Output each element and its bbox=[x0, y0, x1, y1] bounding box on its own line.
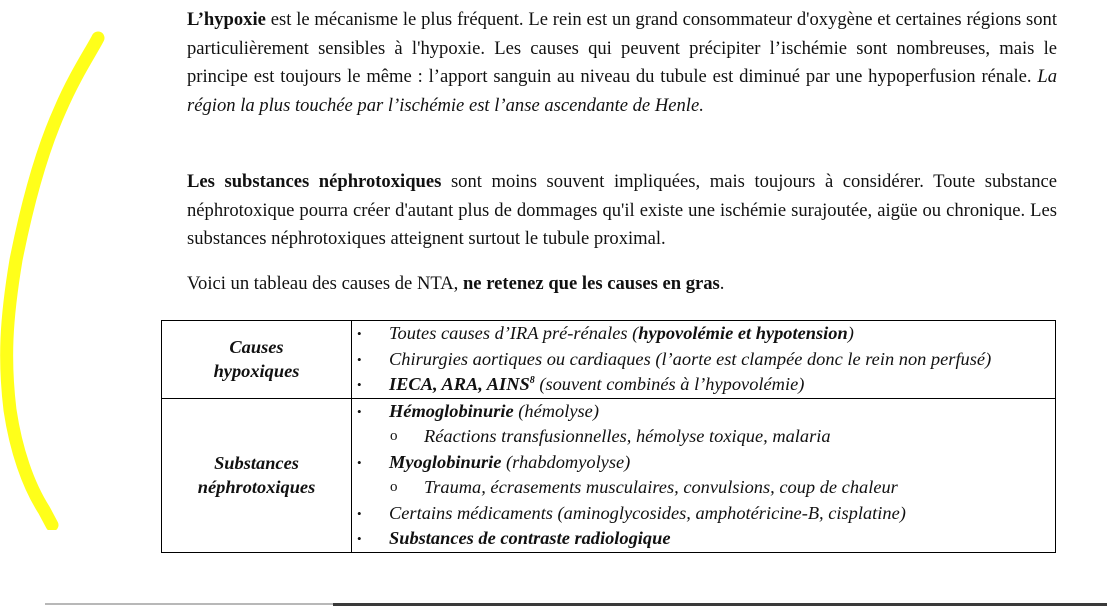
list-item: • Myoglobinurie (rhabdomyolyse) bbox=[352, 450, 1055, 476]
list-hypoxiques bbox=[352, 321, 1056, 399]
row-label-line: Causes bbox=[229, 337, 284, 358]
paragraph-nephrotoxiques-text: sont moins souvent impliquées, mais toujours à considérer. Toute substance néphrotoxique pourra créer d'autant plus de dommages qu'il existe une ischémie surajoutée, aigüe ou chronique. Les substances néphrotoxiques atteignent surtout le tubule proximal. bbox=[187, 171, 1057, 249]
list-item: • Substances de contraste radiologique bbox=[352, 526, 1055, 552]
bullet-icon: • bbox=[357, 403, 362, 419]
bullet-icon: • bbox=[357, 531, 362, 546]
list-nephrotoxiques bbox=[352, 398, 1056, 552]
list-item: • Chirurgies aortiques ou cardiaques (l’aorte est clampée donc le rein non perfusé) bbox=[352, 347, 1055, 373]
circle-bullet-icon: o bbox=[390, 479, 398, 495]
intro-text: Voici un tableau des causes de NTA, bbox=[187, 273, 463, 294]
row-label-line: Substances bbox=[214, 453, 299, 473]
row-label-line: néphrotoxiques bbox=[197, 477, 316, 497]
bullet-icon: • bbox=[357, 326, 362, 341]
term-nephrotoxiques: Les substances néphrotoxiques bbox=[187, 171, 442, 192]
bullet-icon: • bbox=[357, 351, 362, 367]
sub-list-item: o Trauma, écrasements musculaires, convulsions, coup de chaleur bbox=[352, 475, 1055, 501]
table-row-nephrotoxiques bbox=[162, 398, 1056, 552]
sub-list-item: o Réactions transfusionnelles, hémolyse toxique, malaria bbox=[352, 424, 1055, 450]
intro-end: . bbox=[719, 273, 725, 294]
intro-bold: ne retenez que les causes en gras bbox=[462, 273, 720, 294]
list-item: • IECA, ARA, AINS$^8$ (souvent combinés à l’hypovolémie) bbox=[352, 372, 1055, 398]
circle-bullet-icon: o bbox=[390, 428, 398, 444]
yellow-highlighter-stroke bbox=[0, 30, 110, 530]
scrollbar-thumb[interactable] bbox=[333, 603, 1107, 606]
paragraph-tableau-intro bbox=[187, 270, 1057, 299]
list-item: • Hémoglobinurie (hémolyse) bbox=[352, 399, 1055, 425]
list-item: • Certains médicaments (aminoglycosides, amphotéricine-B, cisplatine) bbox=[352, 501, 1055, 527]
bullet-icon: • bbox=[357, 505, 362, 521]
list-item: • Toutes causes d’IRA pré-rénales (hypovolémie et hypotension) bbox=[352, 321, 1055, 347]
bullet-icon: • bbox=[357, 454, 362, 470]
causes-table bbox=[161, 320, 1056, 553]
paragraph-nephrotoxiques bbox=[187, 168, 1057, 254]
paragraph-hypoxie-italic: La région la plus touchée par l’ischémie est l’anse ascendante de Henle. bbox=[187, 66, 1057, 116]
footnote-ref: 8 bbox=[529, 374, 535, 386]
paragraph-hypoxie bbox=[187, 6, 1057, 120]
bullet-icon: • bbox=[357, 377, 362, 392]
row-label-line: hypoxiques bbox=[213, 361, 300, 382]
bottom-scrollbar[interactable] bbox=[0, 603, 1107, 607]
scrollbar-track bbox=[45, 603, 333, 605]
row-label-nephrotoxiques bbox=[162, 398, 352, 552]
table-row-hypoxiques bbox=[162, 321, 1056, 399]
paragraph-hypoxie-text: est le mécanisme le plus fréquent. Le rein est un grand consommateur d'oxygène et certaines régions sont particulièrement sensibles à l'hypoxie. Les causes qui peuvent précipiter l’ischémie sont nombreuses, mais le principe est toujours le même : l’apport sanguin au niveau du tubule est diminué par une hypoperfusion rénale. bbox=[187, 9, 1057, 87]
row-label-hypoxiques bbox=[162, 321, 352, 399]
term-hypoxie: L’hypoxie bbox=[187, 9, 266, 30]
